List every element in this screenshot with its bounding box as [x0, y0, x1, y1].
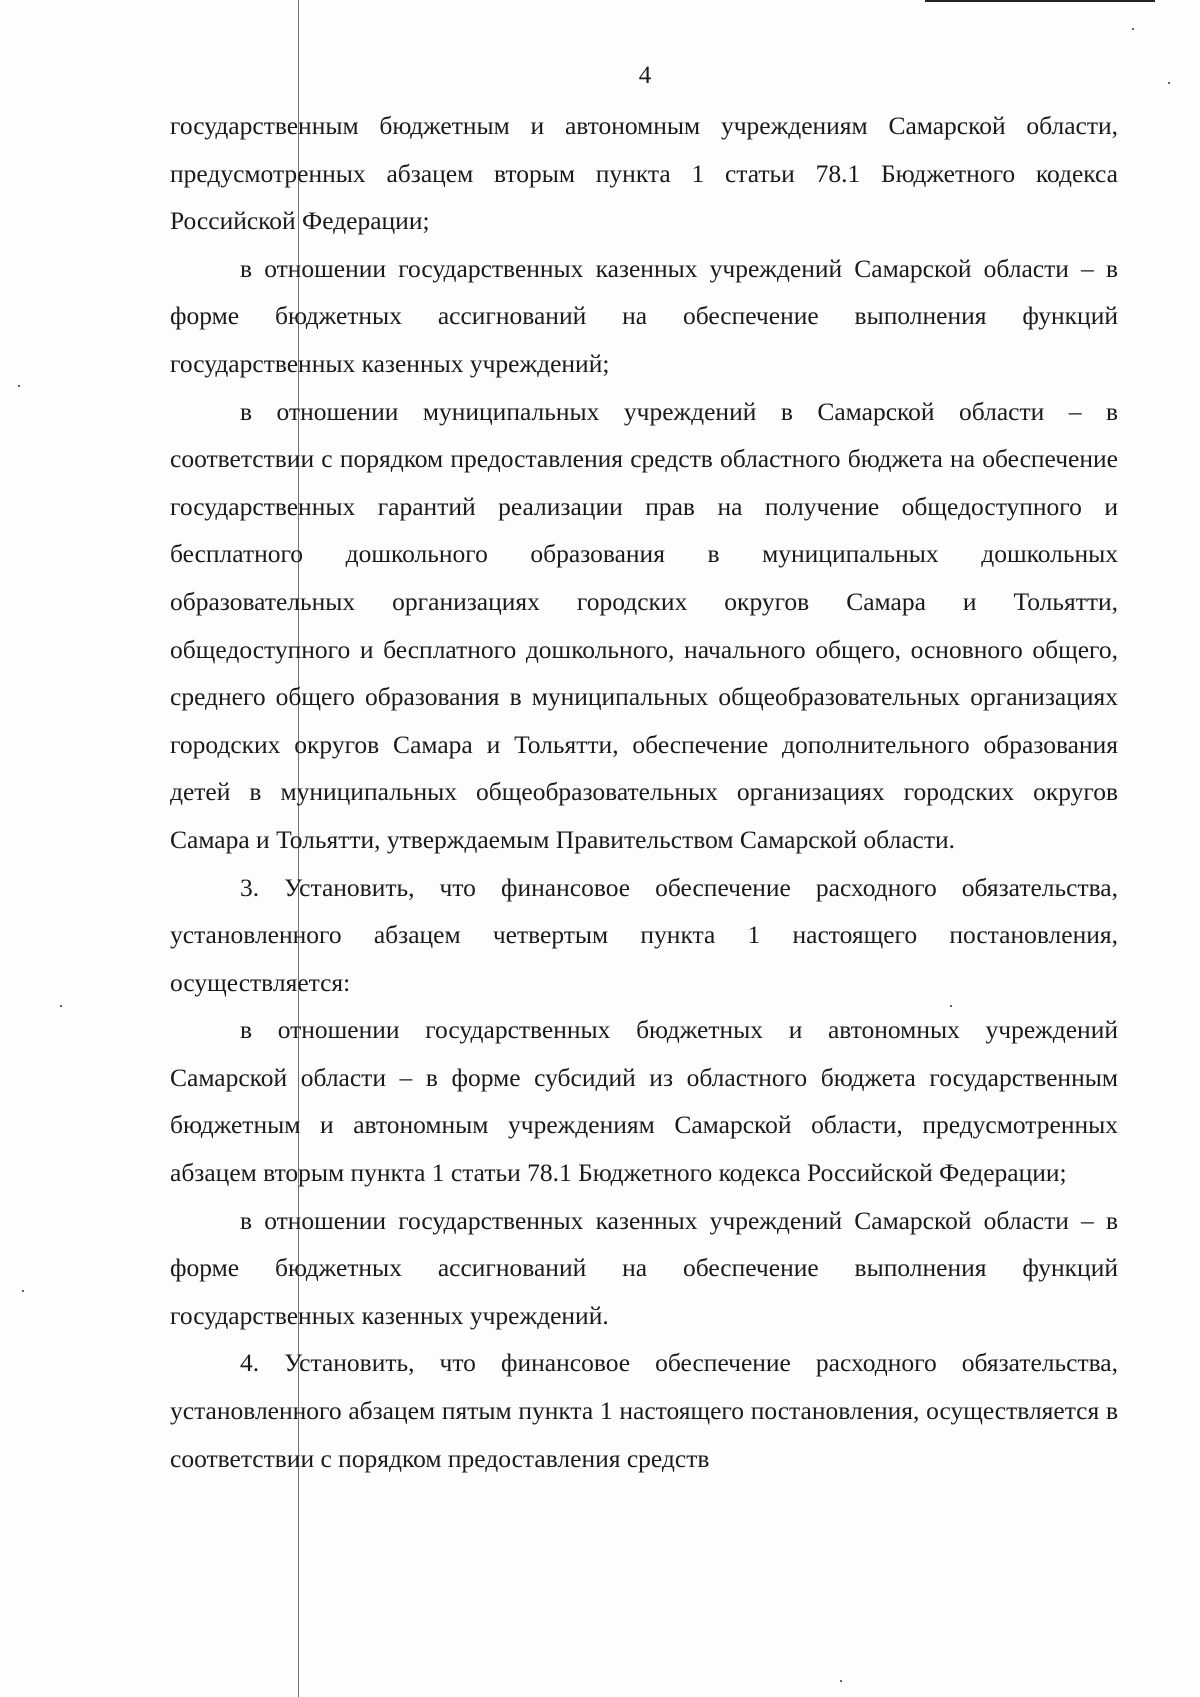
- scan-speck: [1132, 28, 1134, 30]
- page-number: 4: [638, 62, 652, 89]
- paragraph: в отношении государственных казенных учреждений Самарской области – в форме бюджетных ассигнований на обеспечение выполнения функций государственных казенных учреждений;: [170, 253, 1118, 378]
- document-body: [170, 102, 1118, 1482]
- top-rule: [925, 0, 1155, 2]
- paragraph: в отношении муниципальных учреждений в Самарской области – в соответствии с порядком предоставления средств областного бюджета на обеспечение государственных гарантий реализации прав на получение общедоступного и бесплатного дошкольного образования в муниципальных дошкольных образовательных организациях городских округов Самара и Тольятти, общедоступного и бесплатного дошкольного, начального общего, основного общего, среднего общего образования в муниципальных общеобразовательных организациях городских округов Самара и Тольятти, обеспечение дополнительного образования детей в муниципальных общеобразовательных организациях городских округов Самара и Тольятти, утверждаемым Правительством Самарской области.: [170, 396, 1118, 854]
- scan-speck: [18, 385, 20, 387]
- paragraph-item-3: 3. Установить, что финансовое обеспечение расходного обязательства, установленного абзацем четвертым пункта 1 настоящего постановления, осуществляется:: [170, 872, 1118, 997]
- scan-speck: [22, 1290, 24, 1292]
- paragraph: в отношении государственных казенных учреждений Самарской области – в форме бюджетных ассигнований на обеспечение выполнения функций государственных казенных учреждений.: [170, 1205, 1118, 1330]
- paragraph-continuation: государственным бюджетным и автономным учреждениям Самарской области, предусмотренных абзацем вторым пункта 1 статьи 78.1 Бюджетного кодекса Российской Федерации;: [170, 111, 1118, 236]
- paragraph: в отношении государственных бюджетных и автономных учреждений Самарской области – в форме субсидий из областного бюджета государственным бюджетным и автономным учреждениям Самарской области, предусмотренных абзацем вторым пункта 1 статьи 78.1 Бюджетного кодекса Российской Федерации;: [170, 1015, 1118, 1188]
- scan-speck: [60, 1005, 62, 1007]
- scan-speck: [840, 1680, 842, 1682]
- paragraph-item-4: 4. Установить, что финансовое обеспечение расходного обязательства, установленного абзацем пятым пункта 1 настоящего постановления, осуществляется в соответствии с порядком предоставления средств: [170, 1348, 1118, 1473]
